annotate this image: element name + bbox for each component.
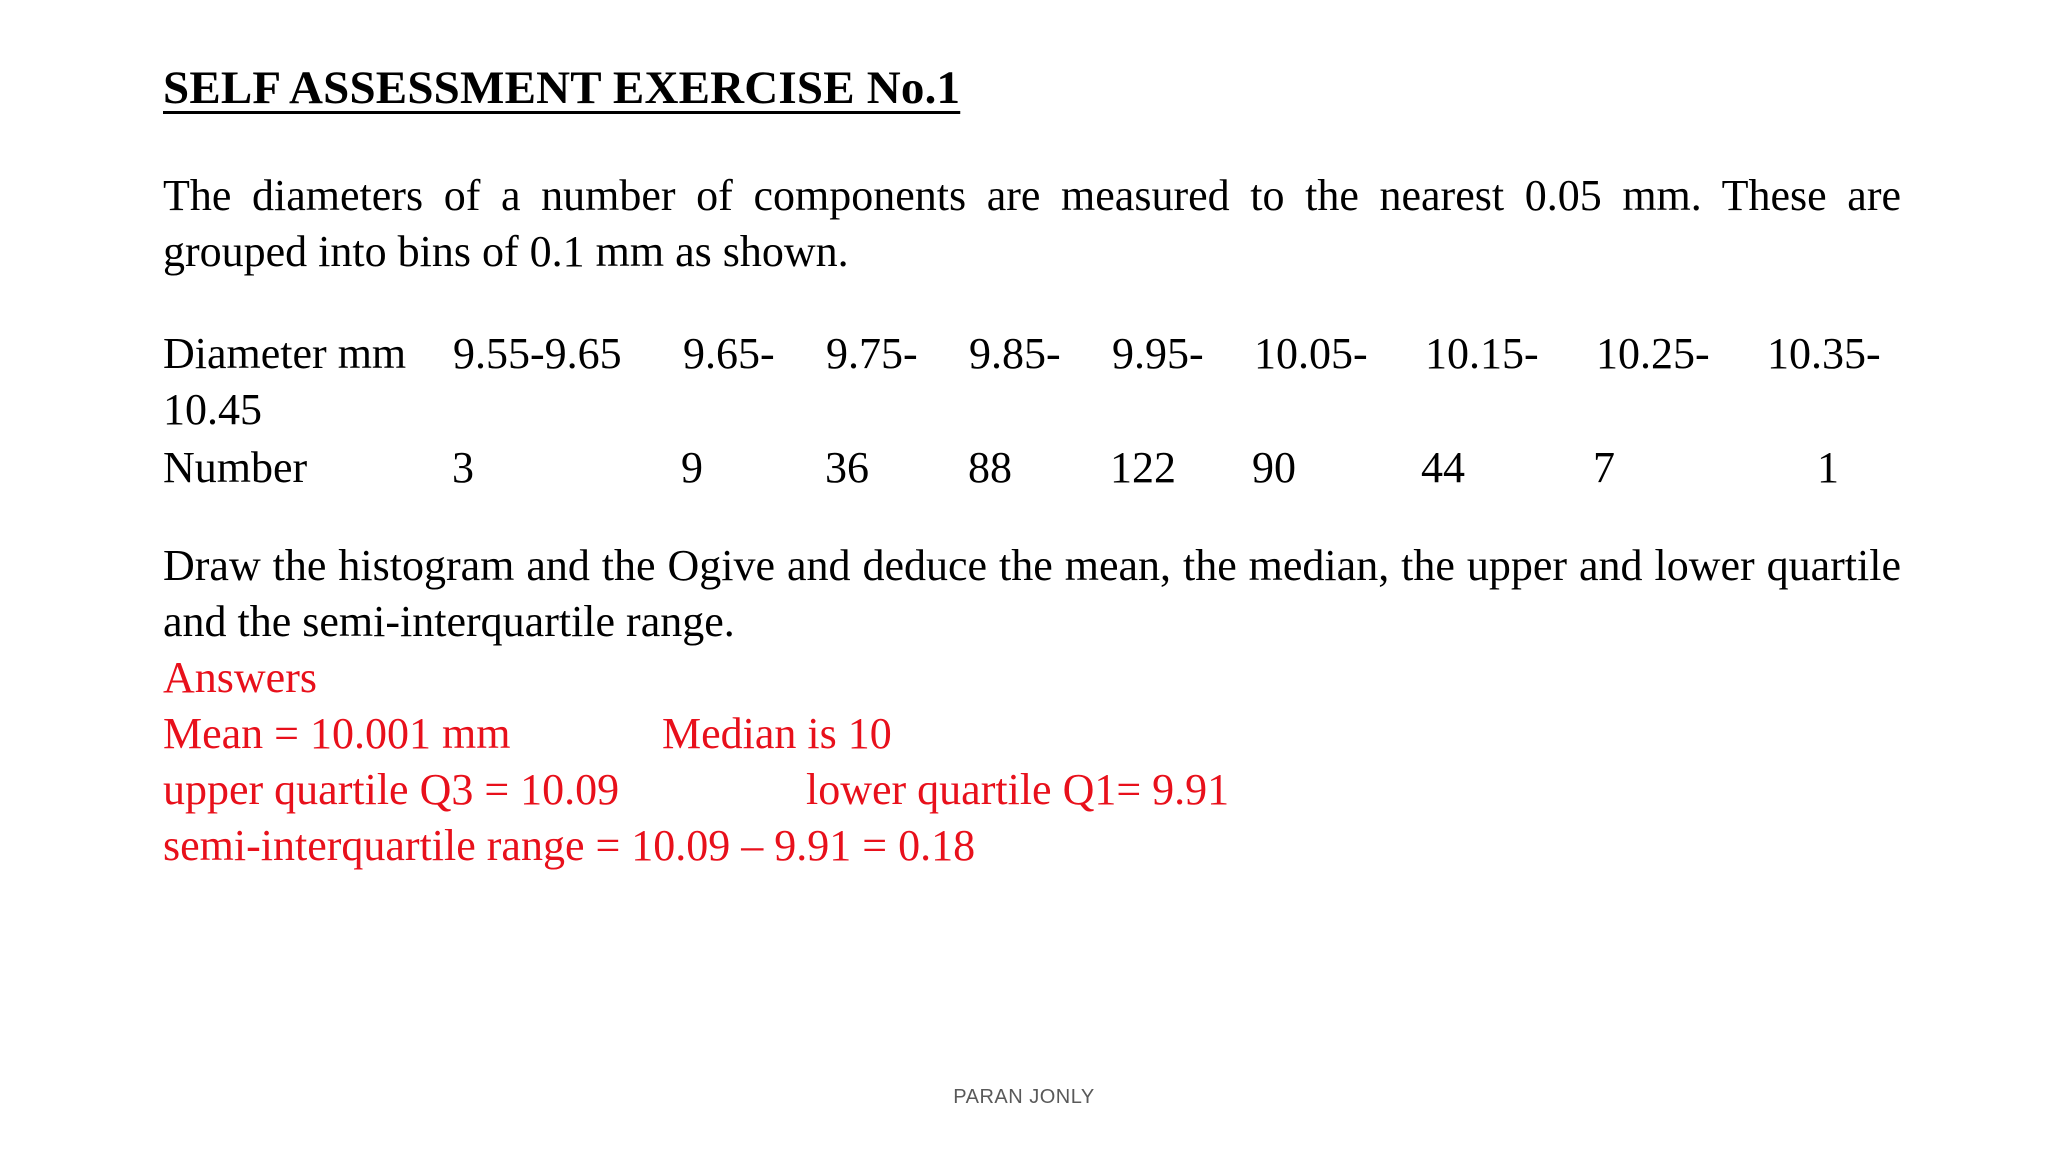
answers-heading: Answers <box>163 653 317 702</box>
diameter-label: Diameter mm <box>163 329 407 378</box>
number-cell: 36 <box>825 443 869 492</box>
semi-iqr-answer: semi-interquartile range = 10.09 – 9.91 = 0.18 <box>163 821 976 870</box>
diameter-row <box>163 326 1903 382</box>
upper-quartile-answer: upper quartile Q3 = 10.09 <box>163 765 620 814</box>
slide-content <box>163 58 1903 874</box>
instruction-paragraph: Draw the histogram and the Ogive and deduce the mean, the median, the upper and lower quartile and the semi-interquartile range. <box>163 541 1901 646</box>
lower-quartile-answer: lower quartile Q1= 9.91 <box>806 765 1230 814</box>
diameter-bin: 9.55-9.65 <box>453 329 622 378</box>
diameter-bin: 10.05- <box>1254 329 1368 378</box>
answers-quartile-line <box>163 762 1903 818</box>
exercise-title: SELF ASSESSMENT EXERCISE No.1 <box>163 62 961 114</box>
footer-author: PARAN JONLY <box>953 1086 1095 1108</box>
mean-answer: Mean = 10.001 mm <box>163 709 511 758</box>
intro-paragraph: The diameters of a number of components are measured to the nearest 0.05 mm. These are grouped into bins of 0.1 mm as shown. <box>163 171 1901 276</box>
number-cell: 3 <box>452 443 474 492</box>
frequency-table <box>163 326 1903 496</box>
answers-block <box>163 650 1903 874</box>
answers-heading-line <box>163 650 1903 706</box>
diameter-bin: 10.35- <box>1767 329 1881 378</box>
answers-mean-median-line <box>163 706 1903 762</box>
number-cell: 88 <box>968 443 1012 492</box>
number-row <box>163 440 1903 496</box>
number-cell: 7 <box>1593 443 1615 492</box>
median-answer: Median is 10 <box>662 709 892 758</box>
number-cell: 9 <box>681 443 703 492</box>
answers-siqr-line <box>163 818 1903 874</box>
diameter-bin: 10.25- <box>1596 329 1710 378</box>
number-cell: 122 <box>1110 443 1176 492</box>
diameter-bin: 9.85- <box>969 329 1061 378</box>
number-cell: 90 <box>1252 443 1296 492</box>
diameter-bin: 10.15- <box>1425 329 1539 378</box>
number-cell: 1 <box>1817 443 1839 492</box>
number-label: Number <box>163 443 308 492</box>
diameter-wrap: 10.45 <box>163 385 262 434</box>
diameter-bin: 9.65- <box>683 329 775 378</box>
diameter-bin: 9.75- <box>826 329 918 378</box>
diameter-bin: 9.95- <box>1112 329 1204 378</box>
number-cell: 44 <box>1421 443 1465 492</box>
